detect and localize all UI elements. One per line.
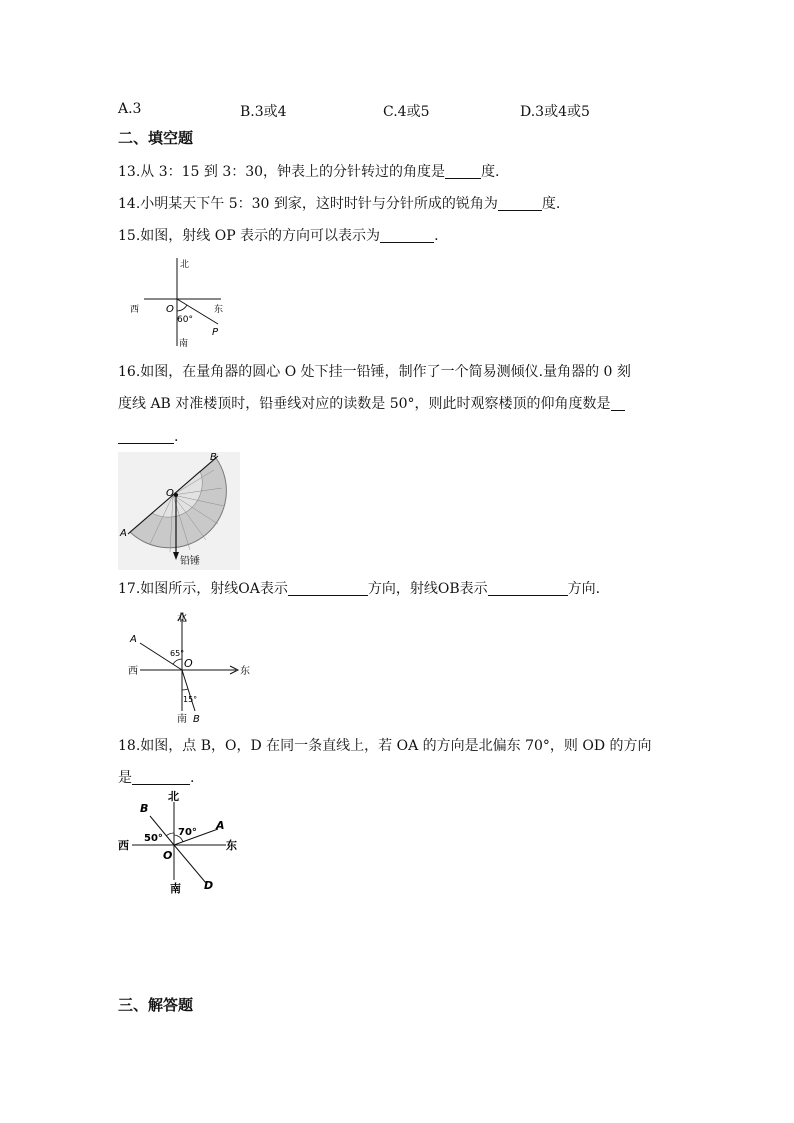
fig18-angle2-label: 70°	[178, 827, 197, 838]
fig15-east-label: 东	[214, 305, 224, 315]
fig16-o-label: O	[166, 488, 174, 499]
fig15-p-label: P	[212, 327, 219, 338]
fig17-a-label: A	[130, 634, 137, 645]
question-13	[118, 162, 500, 182]
figure-17-compass	[126, 607, 256, 725]
fig17-north-label: 北	[177, 613, 187, 624]
q17-blank-1	[288, 581, 368, 596]
q16-blank-part1	[611, 396, 625, 411]
section-title-answer: 三、解答题	[118, 996, 194, 1014]
fig16-a-label: A	[120, 528, 127, 539]
question-16-line1: 16.如图，在量角器的圆心 O 处下挂一铅锤，制作了一个简易测倾仪.量角器的 0 刻	[118, 364, 631, 380]
fig18-west-label: 西	[118, 839, 129, 852]
fig18-north-label: 北	[168, 790, 179, 803]
q14-blank	[498, 196, 542, 211]
fig16-b-label: B	[210, 452, 217, 463]
fig17-angle2-label: 15°	[183, 695, 198, 704]
figure-15-compass	[126, 254, 236, 348]
option-c: C.4或5	[383, 104, 430, 120]
figure-18-compass	[116, 788, 246, 898]
q16-text: 度线 AB 对准楼顶时，铅垂线对应的读数是 50°，则此时观察楼顶的仰角度数是	[118, 396, 611, 412]
q14-suffix: 度.	[541, 196, 561, 212]
q16-suffix: .	[174, 429, 179, 445]
question-16-line3	[118, 427, 178, 447]
fig15-south-label: 南	[179, 339, 189, 348]
option-b: B.3或4	[240, 104, 287, 120]
fig15-north-label: 北	[180, 260, 190, 270]
q17-blank-2	[488, 581, 568, 596]
option-d: D.3或4或5	[520, 104, 590, 120]
fig15-angle-label: 60°	[177, 315, 193, 325]
fig17-angle1-label: 65°	[170, 649, 185, 658]
q17-suffix: 方向.	[567, 581, 601, 597]
option-a: A.3	[118, 101, 142, 117]
q17-middle: 方向，射线OB表示	[367, 581, 488, 597]
question-18-line1: 18.如图，点 B，O，D 在同一条直线上，若 OA 的方向是北偏东 70°，则 OD 的方向	[118, 738, 652, 754]
fig17-east-label: 东	[240, 666, 250, 677]
fig18-south-label: 南	[170, 882, 181, 895]
q15-text: 15.如图，射线 OP 表示的方向可以表示为	[118, 228, 381, 244]
fig18-east-label: 东	[226, 839, 237, 852]
question-15	[118, 226, 439, 246]
fig18-angle1-label: 50°	[144, 833, 163, 844]
q13-suffix: 度.	[481, 164, 500, 180]
fig18-a-label: A	[216, 819, 225, 832]
fig18-o-label: O	[163, 849, 173, 862]
fig17-o-label: O	[184, 657, 193, 670]
fig18-b-label: B	[140, 802, 149, 815]
q13-text: 13.从 3：15 到 3：30，钟表上的分针转过的角度是	[118, 164, 446, 180]
fig15-west-label: 西	[130, 305, 140, 315]
q17-text: 17.如图所示，射线OA表示	[118, 581, 288, 597]
question-18-line2	[118, 768, 194, 788]
fig17-south-label: 南	[177, 714, 187, 725]
figure-16-protractor	[118, 452, 240, 570]
fig16-plumb-label: 铅锤	[180, 556, 200, 567]
question-17	[118, 579, 600, 599]
fig17-west-label: 西	[128, 666, 138, 677]
q18-blank	[132, 770, 190, 785]
q13-blank	[445, 164, 481, 179]
q18-suffix: .	[190, 770, 195, 786]
fig18-d-label: D	[204, 879, 214, 892]
q15-blank	[380, 228, 434, 243]
section-title-fill-in: 二、填空题	[118, 129, 194, 147]
q16-blank-part2	[118, 429, 174, 444]
fig15-o-label: O	[166, 304, 174, 315]
fig17-b-label: B	[193, 714, 200, 725]
q14-text: 14.小明某天下午 5：30 到家，这时时针与分针所成的锐角为	[118, 196, 498, 212]
q15-suffix: .	[434, 228, 439, 244]
question-16-line2	[118, 394, 625, 414]
q18-text: 是	[118, 770, 132, 786]
question-14	[118, 194, 560, 214]
